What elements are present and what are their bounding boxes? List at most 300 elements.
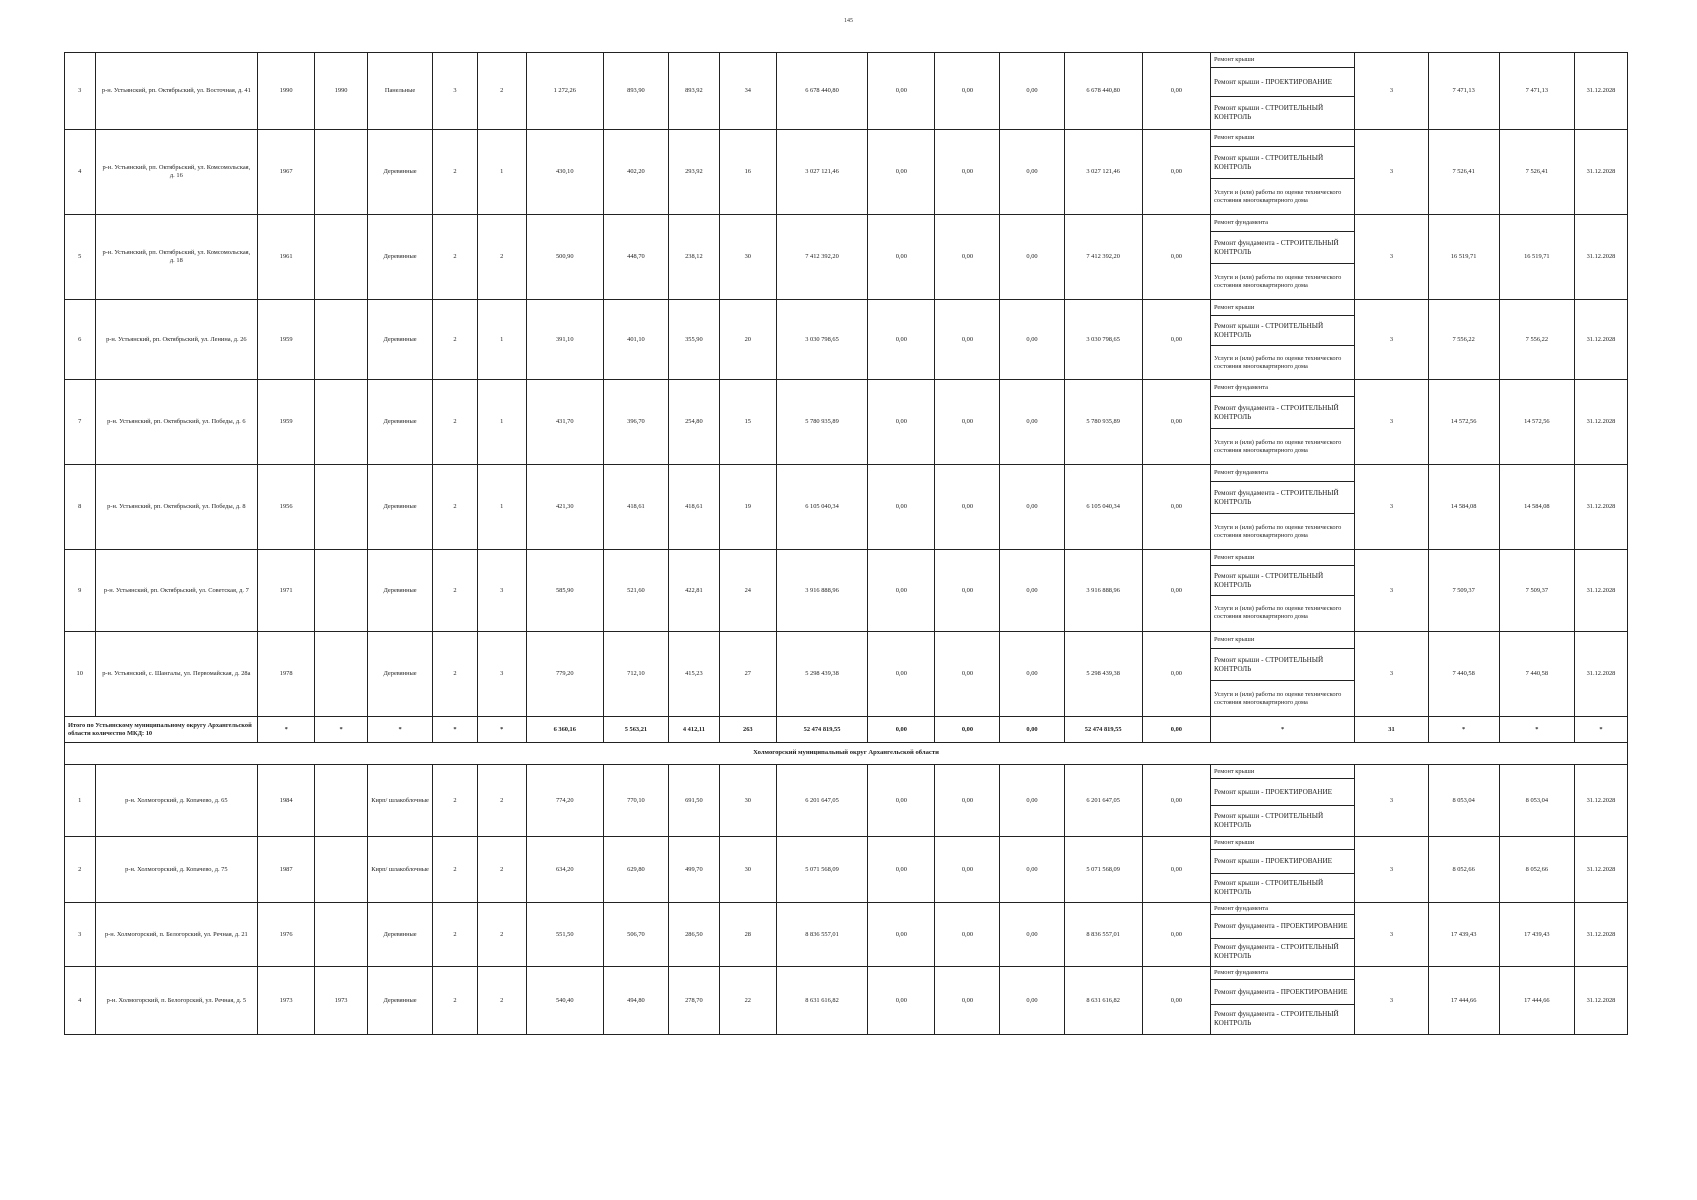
municipal-funds-cell: 0,00 <box>1000 215 1064 300</box>
work-item: Услуги и (или) работы по оценке технического состояния многоквартирного дома <box>1213 438 1342 454</box>
address-cell: р-н. Устьянский, рп. Октябрьский, ул. Советская, д. 7 <box>95 550 258 632</box>
total-label: Итого по Устьянскому муниципальному округу Архангельской области количество МКД: 10 <box>65 717 258 743</box>
address-cell: р-н. Устьянский, рп. Октябрьский, ул. Победы, д. 8 <box>95 465 258 550</box>
row-number-cell: 4 <box>65 130 96 215</box>
total-cost-cell: 5 071 568,09 <box>776 837 868 903</box>
completion-date-cell: 31.12.2028 <box>1574 903 1627 967</box>
section-header-row <box>65 743 1628 765</box>
completion-date-cell: 31.12.2028 <box>1574 765 1627 837</box>
entrances-cell: 3 <box>477 632 526 717</box>
works-list-cell <box>1210 837 1354 903</box>
floors-cell: 3 <box>433 53 478 130</box>
total-cost-cell: 3 027 121,46 <box>776 130 868 215</box>
total-residential-area-cell: 4 412,11 <box>668 717 719 743</box>
max-unit-cost-cell: 7 526,41 <box>1499 130 1574 215</box>
municipal-funds-cell: 0,00 <box>1000 903 1064 967</box>
municipal-funds-cell: 0,00 <box>1000 550 1064 632</box>
work-item: Ремонт фундамента <box>1211 380 1354 397</box>
residential-area-cell: 238,12 <box>668 215 719 300</box>
work-item: Ремонт крыши - СТРОИТЕЛЬНЫЙ КОНТРОЛЬ <box>1213 811 1324 829</box>
unit-cost-cell: 8 053,04 <box>1428 765 1499 837</box>
total-area-cell: 585,90 <box>526 550 603 632</box>
work-item: Ремонт фундамента <box>1211 215 1354 232</box>
work-item: Услуги и (или) работы по оценке технического состояния многоквартирного дома <box>1213 605 1342 620</box>
address-cell: р-н. Холмогорский, п. Белогорский, ул. Речная, д. 21 <box>95 903 258 967</box>
federal-funds-cell: 0,00 <box>868 550 935 632</box>
regional-funds-cell: 0,00 <box>935 765 1000 837</box>
residential-area-cell: 893,92 <box>668 53 719 130</box>
work-item: Ремонт фундамента - СТРОИТЕЛЬНЫЙ КОНТРОЛЬ <box>1211 232 1354 264</box>
max-unit-cost-cell: 8 053,04 <box>1499 765 1574 837</box>
unit-cost-cell: 7 526,41 <box>1428 130 1499 215</box>
wall-material-cell: Деревянные <box>368 380 433 465</box>
premises-area-cell: 448,70 <box>603 215 668 300</box>
regional-funds-cell: 0,00 <box>935 215 1000 300</box>
unit-cost-cell: 14 584,08 <box>1428 465 1499 550</box>
total-area-cell: 634,20 <box>526 837 603 903</box>
entrances-cell: 1 <box>477 130 526 215</box>
commission-year-cell <box>315 550 368 632</box>
works-list-cell <box>1210 300 1354 380</box>
table-row <box>65 380 1628 465</box>
build-year-cell: 1959 <box>258 300 315 380</box>
max-unit-cost-cell: 8 052,66 <box>1499 837 1574 903</box>
commission-year-cell: 1990 <box>315 53 368 130</box>
total-cost-cell: 6 201 647,05 <box>776 765 868 837</box>
other-funds-cell: 0,00 <box>1142 632 1210 717</box>
entrances-cell: 2 <box>477 215 526 300</box>
address-cell: р-н. Устьянский, с. Шангалы, ул. Первомайская, д. 28а <box>95 632 258 717</box>
commission-year-cell <box>315 903 368 967</box>
work-item: Ремонт крыши <box>1211 130 1354 147</box>
table-row <box>65 550 1628 632</box>
regional-funds-cell: 0,00 <box>935 632 1000 717</box>
residential-area-cell: 293,92 <box>668 130 719 215</box>
regional-funds-cell: 0,00 <box>935 300 1000 380</box>
total-works-list-cell: * <box>1210 717 1354 743</box>
capital-repair-register-table <box>64 52 1628 1035</box>
work-item: Ремонт крыши - ПРОЕКТИРОВАНИЕ <box>1211 779 1354 806</box>
wall-material-cell: Кирп/ шлакоблочные <box>368 765 433 837</box>
works-list-cell <box>1210 550 1354 632</box>
federal-funds-cell: 0,00 <box>868 300 935 380</box>
total-cost-cell: 7 412 392,20 <box>776 215 868 300</box>
total-area-cell: 430,10 <box>526 130 603 215</box>
floors-cell: 2 <box>433 967 478 1035</box>
total-total-area-cell: 6 360,16 <box>526 717 603 743</box>
build-year-cell: 1978 <box>258 632 315 717</box>
work-item: Ремонт крыши - СТРОИТЕЛЬНЫЙ КОНТРОЛЬ <box>1211 316 1354 346</box>
total-residents-cell: 263 <box>719 717 776 743</box>
completion-date-cell: 31.12.2028 <box>1574 53 1627 130</box>
completion-date-cell: 31.12.2028 <box>1574 837 1627 903</box>
total-premises-area-cell: 5 563,21 <box>603 717 668 743</box>
total-floors-cell: * <box>433 717 478 743</box>
works-list-cell <box>1210 765 1354 837</box>
total-commission-year-cell: * <box>315 717 368 743</box>
works-count-cell: 3 <box>1355 967 1428 1035</box>
total-cost-cell: 5 780 935,89 <box>776 380 868 465</box>
work-item: Ремонт фундамента - ПРОЕКТИРОВАНИЕ <box>1211 980 1354 1005</box>
row-number-cell: 1 <box>65 765 96 837</box>
entrances-cell: 1 <box>477 465 526 550</box>
total-wall-material-cell: * <box>368 717 433 743</box>
premises-area-cell: 506,70 <box>603 903 668 967</box>
entrances-cell: 2 <box>477 837 526 903</box>
residential-area-cell: 422,81 <box>668 550 719 632</box>
build-year-cell: 1987 <box>258 837 315 903</box>
residents-cell: 28 <box>719 903 776 967</box>
owner-funds-cell: 5 298 439,38 <box>1064 632 1142 717</box>
build-year-cell: 1973 <box>258 967 315 1035</box>
residents-cell: 34 <box>719 53 776 130</box>
works-count-cell: 3 <box>1355 380 1428 465</box>
build-year-cell: 1984 <box>258 765 315 837</box>
total-area-cell: 1 272,26 <box>526 53 603 130</box>
works-count-cell: 3 <box>1355 903 1428 967</box>
build-year-cell: 1967 <box>258 130 315 215</box>
total-total-cost-cell: 52 474 819,55 <box>776 717 868 743</box>
works-list-cell <box>1210 465 1354 550</box>
row-number-cell: 10 <box>65 632 96 717</box>
floors-cell: 2 <box>433 215 478 300</box>
premises-area-cell: 402,20 <box>603 130 668 215</box>
works-count-cell: 3 <box>1355 130 1428 215</box>
federal-funds-cell: 0,00 <box>868 465 935 550</box>
works-count-cell: 3 <box>1355 53 1428 130</box>
owner-funds-cell: 7 412 392,20 <box>1064 215 1142 300</box>
wall-material-cell: Деревянные <box>368 967 433 1035</box>
address-cell: р-н. Холмогорский, д. Копачево, д. 65 <box>95 765 258 837</box>
floors-cell: 2 <box>433 130 478 215</box>
work-item: Ремонт фундамента <box>1211 465 1354 482</box>
completion-date-cell: 31.12.2028 <box>1574 380 1627 465</box>
residents-cell: 30 <box>719 837 776 903</box>
wall-material-cell: Деревянные <box>368 550 433 632</box>
works-list-cell <box>1210 53 1354 130</box>
premises-area-cell: 629,80 <box>603 837 668 903</box>
total-owner-funds-cell: 52 474 819,55 <box>1064 717 1142 743</box>
wall-material-cell: Деревянные <box>368 632 433 717</box>
owner-funds-cell: 3 030 798,65 <box>1064 300 1142 380</box>
completion-date-cell: 31.12.2028 <box>1574 632 1627 717</box>
total-area-cell: 540,40 <box>526 967 603 1035</box>
federal-funds-cell: 0,00 <box>868 765 935 837</box>
other-funds-cell: 0,00 <box>1142 465 1210 550</box>
wall-material-cell: Кирп/ шлакоблочные <box>368 837 433 903</box>
residents-cell: 30 <box>719 765 776 837</box>
residents-cell: 30 <box>719 215 776 300</box>
residents-cell: 27 <box>719 632 776 717</box>
floors-cell: 2 <box>433 465 478 550</box>
premises-area-cell: 401,10 <box>603 300 668 380</box>
commission-year-cell <box>315 465 368 550</box>
federal-funds-cell: 0,00 <box>868 53 935 130</box>
completion-date-cell: 31.12.2028 <box>1574 300 1627 380</box>
regional-funds-cell: 0,00 <box>935 550 1000 632</box>
other-funds-cell: 0,00 <box>1142 967 1210 1035</box>
table-row <box>65 465 1628 550</box>
max-unit-cost-cell: 16 519,71 <box>1499 215 1574 300</box>
total-area-cell: 551,50 <box>526 903 603 967</box>
federal-funds-cell: 0,00 <box>868 380 935 465</box>
owner-funds-cell: 6 201 647,05 <box>1064 765 1142 837</box>
works-count-cell: 3 <box>1355 465 1428 550</box>
residential-area-cell: 254,80 <box>668 380 719 465</box>
commission-year-cell <box>315 130 368 215</box>
works-count-cell: 3 <box>1355 632 1428 717</box>
build-year-cell: 1959 <box>258 380 315 465</box>
unit-cost-cell: 16 519,71 <box>1428 215 1499 300</box>
table-row <box>65 130 1628 215</box>
max-unit-cost-cell: 7 440,58 <box>1499 632 1574 717</box>
completion-date-cell: 31.12.2028 <box>1574 215 1627 300</box>
work-item: Ремонт фундамента - СТРОИТЕЛЬНЫЙ КОНТРОЛЬ <box>1211 482 1354 514</box>
premises-area-cell: 418,61 <box>603 465 668 550</box>
total-entrances-cell: * <box>477 717 526 743</box>
works-list-cell <box>1210 967 1354 1035</box>
work-item: Ремонт крыши - СТРОИТЕЛЬНЫЙ КОНТРОЛЬ <box>1211 649 1354 681</box>
build-year-cell: 1990 <box>258 53 315 130</box>
address-cell: р-н. Устьянский, рп. Октябрьский, ул. Победы, д. 6 <box>95 380 258 465</box>
municipal-funds-cell: 0,00 <box>1000 765 1064 837</box>
unit-cost-cell: 7 509,37 <box>1428 550 1499 632</box>
table-row <box>65 53 1628 130</box>
total-cost-cell: 8 836 557,01 <box>776 903 868 967</box>
unit-cost-cell: 8 052,66 <box>1428 837 1499 903</box>
premises-area-cell: 893,90 <box>603 53 668 130</box>
page-number: 145 <box>844 18 853 24</box>
municipal-funds-cell: 0,00 <box>1000 380 1064 465</box>
premises-area-cell: 396,70 <box>603 380 668 465</box>
works-list-cell <box>1210 903 1354 967</box>
owner-funds-cell: 8 631 616,82 <box>1064 967 1142 1035</box>
regional-funds-cell: 0,00 <box>935 465 1000 550</box>
work-item: Услуги и (или) работы по оценке технического состояния многоквартирного дома <box>1213 690 1342 706</box>
total-municipal-funds-cell: 0,00 <box>1000 717 1064 743</box>
total-area-cell: 500,90 <box>526 215 603 300</box>
entrances-cell: 2 <box>477 53 526 130</box>
owner-funds-cell: 3 027 121,46 <box>1064 130 1142 215</box>
row-number-cell: 7 <box>65 380 96 465</box>
wall-material-cell: Деревянные <box>368 465 433 550</box>
residential-area-cell: 278,70 <box>668 967 719 1035</box>
row-number-cell: 5 <box>65 215 96 300</box>
work-item: Ремонт фундамента - ПРОЕКТИРОВАНИЕ <box>1211 915 1354 939</box>
total-area-cell: 774,20 <box>526 765 603 837</box>
residential-area-cell: 418,61 <box>668 465 719 550</box>
premises-area-cell: 712,10 <box>603 632 668 717</box>
total-area-cell: 431,70 <box>526 380 603 465</box>
address-cell: р-н. Устьянский, рп. Октябрьский, ул. Комсомольская, д. 18 <box>95 215 258 300</box>
total-completion-date-cell: * <box>1574 717 1627 743</box>
row-number-cell: 9 <box>65 550 96 632</box>
owner-funds-cell: 6 678 440,80 <box>1064 53 1142 130</box>
regional-funds-cell: 0,00 <box>935 837 1000 903</box>
owner-funds-cell: 3 916 888,96 <box>1064 550 1142 632</box>
residents-cell: 22 <box>719 967 776 1035</box>
work-item: Услуги и (или) работы по оценке технического состояния многоквартирного дома <box>1213 354 1342 370</box>
total-federal-funds-cell: 0,00 <box>868 717 935 743</box>
floors-cell: 2 <box>433 765 478 837</box>
commission-year-cell <box>315 300 368 380</box>
municipal-funds-cell: 0,00 <box>1000 837 1064 903</box>
works-list-cell <box>1210 215 1354 300</box>
unit-cost-cell: 7 556,22 <box>1428 300 1499 380</box>
other-funds-cell: 0,00 <box>1142 765 1210 837</box>
other-funds-cell: 0,00 <box>1142 215 1210 300</box>
premises-area-cell: 494,80 <box>603 967 668 1035</box>
municipal-funds-cell: 0,00 <box>1000 300 1064 380</box>
work-item: Ремонт крыши - ПРОЕКТИРОВАНИЕ <box>1211 850 1354 874</box>
unit-cost-cell: 7 471,13 <box>1428 53 1499 130</box>
residential-area-cell: 286,50 <box>668 903 719 967</box>
commission-year-cell <box>315 765 368 837</box>
table-row <box>65 903 1628 967</box>
row-number-cell: 2 <box>65 837 96 903</box>
build-year-cell: 1961 <box>258 215 315 300</box>
federal-funds-cell: 0,00 <box>868 632 935 717</box>
federal-funds-cell: 0,00 <box>868 837 935 903</box>
entrances-cell: 2 <box>477 903 526 967</box>
work-item: Ремонт крыши <box>1211 837 1354 850</box>
commission-year-cell <box>315 837 368 903</box>
regional-funds-cell: 0,00 <box>935 967 1000 1035</box>
residents-cell: 15 <box>719 380 776 465</box>
total-other-funds-cell: 0,00 <box>1142 717 1210 743</box>
wall-material-cell: Деревянные <box>368 130 433 215</box>
work-item: Ремонт фундамента - СТРОИТЕЛЬНЫЙ КОНТРОЛЬ <box>1211 397 1354 429</box>
total-area-cell: 421,30 <box>526 465 603 550</box>
regional-funds-cell: 0,00 <box>935 130 1000 215</box>
municipal-funds-cell: 0,00 <box>1000 130 1064 215</box>
owner-funds-cell: 6 105 040,34 <box>1064 465 1142 550</box>
residential-area-cell: 415,23 <box>668 632 719 717</box>
owner-funds-cell: 8 836 557,01 <box>1064 903 1142 967</box>
row-number-cell: 8 <box>65 465 96 550</box>
work-item: Ремонт крыши <box>1211 550 1354 566</box>
max-unit-cost-cell: 17 444,66 <box>1499 967 1574 1035</box>
address-cell: р-н. Холмогорский, п. Белогорский, ул. Речная, д. 5 <box>95 967 258 1035</box>
other-funds-cell: 0,00 <box>1142 300 1210 380</box>
commission-year-cell <box>315 632 368 717</box>
total-max-unit-cost-cell: * <box>1499 717 1574 743</box>
work-item: Ремонт крыши - СТРОИТЕЛЬНЫЙ КОНТРОЛЬ <box>1213 878 1324 896</box>
build-year-cell: 1971 <box>258 550 315 632</box>
residents-cell: 19 <box>719 465 776 550</box>
works-list-cell <box>1210 380 1354 465</box>
municipal-funds-cell: 0,00 <box>1000 967 1064 1035</box>
federal-funds-cell: 0,00 <box>868 130 935 215</box>
table-row <box>65 300 1628 380</box>
other-funds-cell: 0,00 <box>1142 550 1210 632</box>
total-build-year-cell: * <box>258 717 315 743</box>
federal-funds-cell: 0,00 <box>868 967 935 1035</box>
total-area-cell: 779,20 <box>526 632 603 717</box>
max-unit-cost-cell: 14 572,56 <box>1499 380 1574 465</box>
work-item: Ремонт фундамента <box>1211 903 1354 915</box>
residents-cell: 24 <box>719 550 776 632</box>
floors-cell: 2 <box>433 903 478 967</box>
commission-year-cell <box>315 380 368 465</box>
regional-funds-cell: 0,00 <box>935 53 1000 130</box>
address-cell: р-н. Устьянский, рп. Октябрьский, ул. Ленина, д. 26 <box>95 300 258 380</box>
total-unit-cost-cell: * <box>1428 717 1499 743</box>
max-unit-cost-cell: 7 471,13 <box>1499 53 1574 130</box>
works-count-cell: 3 <box>1355 550 1428 632</box>
total-works-count-cell: 31 <box>1355 717 1428 743</box>
floors-cell: 2 <box>433 300 478 380</box>
wall-material-cell: Деревянные <box>368 215 433 300</box>
total-cost-cell: 8 631 616,82 <box>776 967 868 1035</box>
total-cost-cell: 5 298 439,38 <box>776 632 868 717</box>
works-count-cell: 3 <box>1355 300 1428 380</box>
works-list-cell <box>1210 632 1354 717</box>
work-item: Ремонт крыши - СТРОИТЕЛЬНЫЙ КОНТРОЛЬ <box>1213 104 1324 121</box>
max-unit-cost-cell: 7 509,37 <box>1499 550 1574 632</box>
work-item: Ремонт крыши <box>1211 53 1354 68</box>
table-row <box>65 765 1628 837</box>
works-list-cell <box>1210 130 1354 215</box>
total-regional-funds-cell: 0,00 <box>935 717 1000 743</box>
work-item: Ремонт фундамента - СТРОИТЕЛЬНЫЙ КОНТРОЛЬ <box>1213 943 1339 960</box>
wall-material-cell: Деревянные <box>368 300 433 380</box>
completion-date-cell: 31.12.2028 <box>1574 130 1627 215</box>
regional-funds-cell: 0,00 <box>935 903 1000 967</box>
table-row <box>65 967 1628 1035</box>
regional-funds-cell: 0,00 <box>935 380 1000 465</box>
table-body <box>65 53 1628 1035</box>
works-count-cell: 3 <box>1355 215 1428 300</box>
other-funds-cell: 0,00 <box>1142 53 1210 130</box>
owner-funds-cell: 5 071 568,09 <box>1064 837 1142 903</box>
entrances-cell: 2 <box>477 765 526 837</box>
completion-date-cell: 31.12.2028 <box>1574 967 1627 1035</box>
address-cell: р-н. Устьянский, рп. Октябрьский, ул. Комсомольская, д. 16 <box>95 130 258 215</box>
work-item: Ремонт крыши <box>1211 765 1354 779</box>
address-cell: р-н. Холмогорский, д. Копачево, д. 75 <box>95 837 258 903</box>
work-item: Услуги и (или) работы по оценке технического состояния многоквартирного дома <box>1213 523 1342 539</box>
works-count-cell: 3 <box>1355 765 1428 837</box>
row-number-cell: 3 <box>65 903 96 967</box>
federal-funds-cell: 0,00 <box>868 903 935 967</box>
work-item: Ремонт крыши - СТРОИТЕЛЬНЫЙ КОНТРОЛЬ <box>1211 566 1354 596</box>
unit-cost-cell: 14 572,56 <box>1428 380 1499 465</box>
residents-cell: 16 <box>719 130 776 215</box>
table-row <box>65 215 1628 300</box>
municipal-funds-cell: 0,00 <box>1000 465 1064 550</box>
work-item: Ремонт крыши <box>1211 300 1354 316</box>
residential-area-cell: 691,50 <box>668 765 719 837</box>
work-item: Ремонт крыши <box>1211 632 1354 649</box>
entrances-cell: 3 <box>477 550 526 632</box>
residential-area-cell: 499,70 <box>668 837 719 903</box>
entrances-cell: 1 <box>477 380 526 465</box>
row-number-cell: 4 <box>65 967 96 1035</box>
residential-area-cell: 355,90 <box>668 300 719 380</box>
entrances-cell: 1 <box>477 300 526 380</box>
total-cost-cell: 6 678 440,80 <box>776 53 868 130</box>
total-cost-cell: 3 916 888,96 <box>776 550 868 632</box>
work-item: Ремонт крыши - СТРОИТЕЛЬНЫЙ КОНТРОЛЬ <box>1211 147 1354 179</box>
other-funds-cell: 0,00 <box>1142 903 1210 967</box>
floors-cell: 2 <box>433 632 478 717</box>
section-title: Холмогорский муниципальный округ Архангельской области <box>65 743 1628 765</box>
row-number-cell: 6 <box>65 300 96 380</box>
build-year-cell: 1956 <box>258 465 315 550</box>
total-row <box>65 717 1628 743</box>
wall-material-cell: Панельные <box>368 53 433 130</box>
